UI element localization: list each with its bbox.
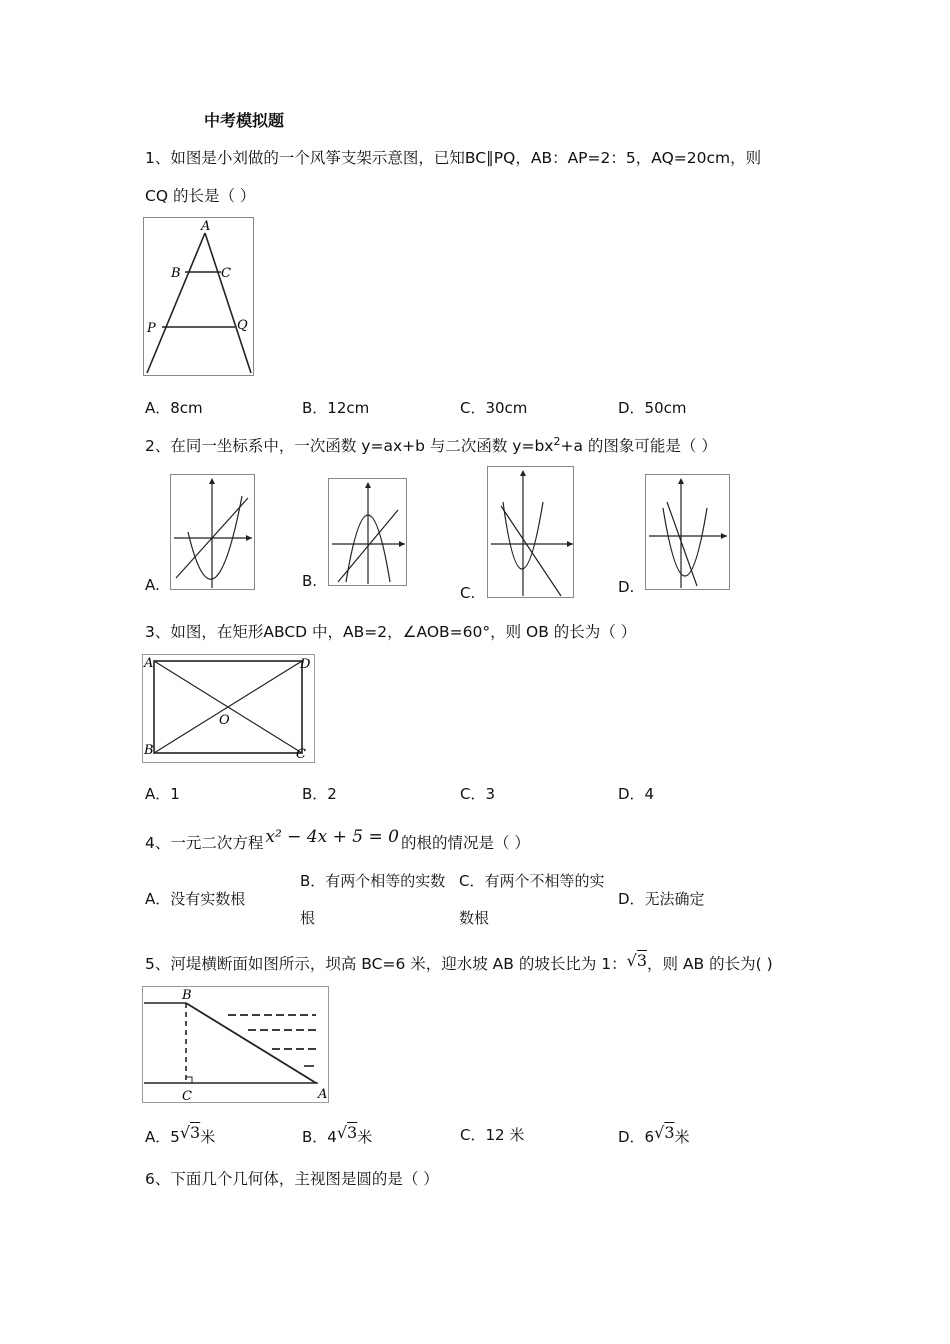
q1-text-line1: 1、如图是小刘做的一个风筝支架示意图，已知BC∥PQ，AB：AP=2：5，AQ=20cm，则 xyxy=(145,149,762,167)
q2-superscript: 2 xyxy=(553,434,561,448)
q5-dam-figure xyxy=(142,986,332,1104)
q4-option-b-line2: 根 xyxy=(300,909,316,927)
q2-graph-d xyxy=(645,474,731,590)
q3-option-a: A．1 xyxy=(145,785,180,803)
q1-label-c: C xyxy=(221,266,231,281)
q5-label-a: A xyxy=(318,1087,328,1102)
q2-label-a: A. xyxy=(145,576,160,594)
q4-option-a: A．没有实数根 xyxy=(145,890,246,908)
q4-option-c-line2: 数根 xyxy=(459,909,490,927)
q3-label-a: A xyxy=(144,656,154,671)
q1-kite-figure xyxy=(143,217,255,377)
q5-option-b: B．4√3米 xyxy=(302,1123,373,1146)
q2-label-b: B. xyxy=(302,572,318,590)
q2-label-c: C. xyxy=(460,584,476,602)
q3-label-b: B xyxy=(144,743,154,758)
q5-option-d: D．6√3米 xyxy=(618,1123,690,1146)
q4-equation: x² − 4x + 5 = 0 xyxy=(265,827,399,847)
q5-label-c: C xyxy=(182,1089,192,1104)
q1-label-a: A xyxy=(201,219,211,234)
q3-label-d: D xyxy=(300,657,311,672)
q4-option-c-line1: C．有两个不相等的实 xyxy=(459,872,605,890)
q5-label-b: B xyxy=(182,988,192,1003)
q3-label-o: O xyxy=(219,713,230,728)
q2-graph-b xyxy=(328,478,408,586)
q4-option-d: D．无法确定 xyxy=(618,890,705,908)
q5-option-a: A．5√3米 xyxy=(145,1123,216,1146)
q3-text: 3、如图，在矩形ABCD 中，AB=2，∠AOB=60°，则 OB 的长为（ ） xyxy=(145,623,637,641)
q5-sqrt: √3 xyxy=(626,951,648,970)
q1-option-b: B．12cm xyxy=(302,399,370,417)
q5-text xyxy=(145,952,773,974)
q2-graph-c xyxy=(487,466,575,598)
q2-text xyxy=(145,434,717,456)
q5-text-after: ，则 AB 的长为( ) xyxy=(647,955,773,973)
q3-rectangle-figure xyxy=(142,654,316,764)
q4-text xyxy=(145,827,530,853)
q2-graph-a xyxy=(170,474,256,590)
q4-option-b-line1: B．有两个相等的实数 xyxy=(300,872,446,890)
q2-text-before: 2、在同一坐标系中，一次函数 y=ax+b 与二次函数 y=bx xyxy=(145,437,554,455)
q1-label-b: B xyxy=(171,266,181,281)
q5-option-c: C．12 米 xyxy=(460,1126,525,1144)
q1-text-line2: CQ 的长是（ ） xyxy=(145,187,256,205)
q3-option-d: D．4 xyxy=(618,785,655,803)
q1-option-c: C．30cm xyxy=(460,399,528,417)
q3-option-c: C．3 xyxy=(460,785,496,803)
q1-label-q: Q xyxy=(237,318,248,333)
q2-label-d: D. xyxy=(618,578,635,596)
q3-label-c: C xyxy=(296,747,306,762)
q5-text-before: 5、河堤横断面如图所示，坝高 BC=6 米，迎水坡 AB 的坡长比为 1： xyxy=(145,955,627,973)
q6-text: 6、下面几个几何体，主视图是圆的是（ ） xyxy=(145,1170,439,1188)
q2-text-after: +a 的图象可能是（ ） xyxy=(560,437,717,455)
page-title: 中考模拟题 xyxy=(204,111,285,130)
q3-option-b: B．2 xyxy=(302,785,337,803)
q1-option-d: D．50cm xyxy=(618,399,687,417)
q4-text-before: 4、一元二次方程 xyxy=(145,834,264,852)
q1-option-a: A．8cm xyxy=(145,399,203,417)
q4-text-after: 的根的情况是（ ） xyxy=(400,834,530,852)
q1-label-p: P xyxy=(147,321,156,336)
